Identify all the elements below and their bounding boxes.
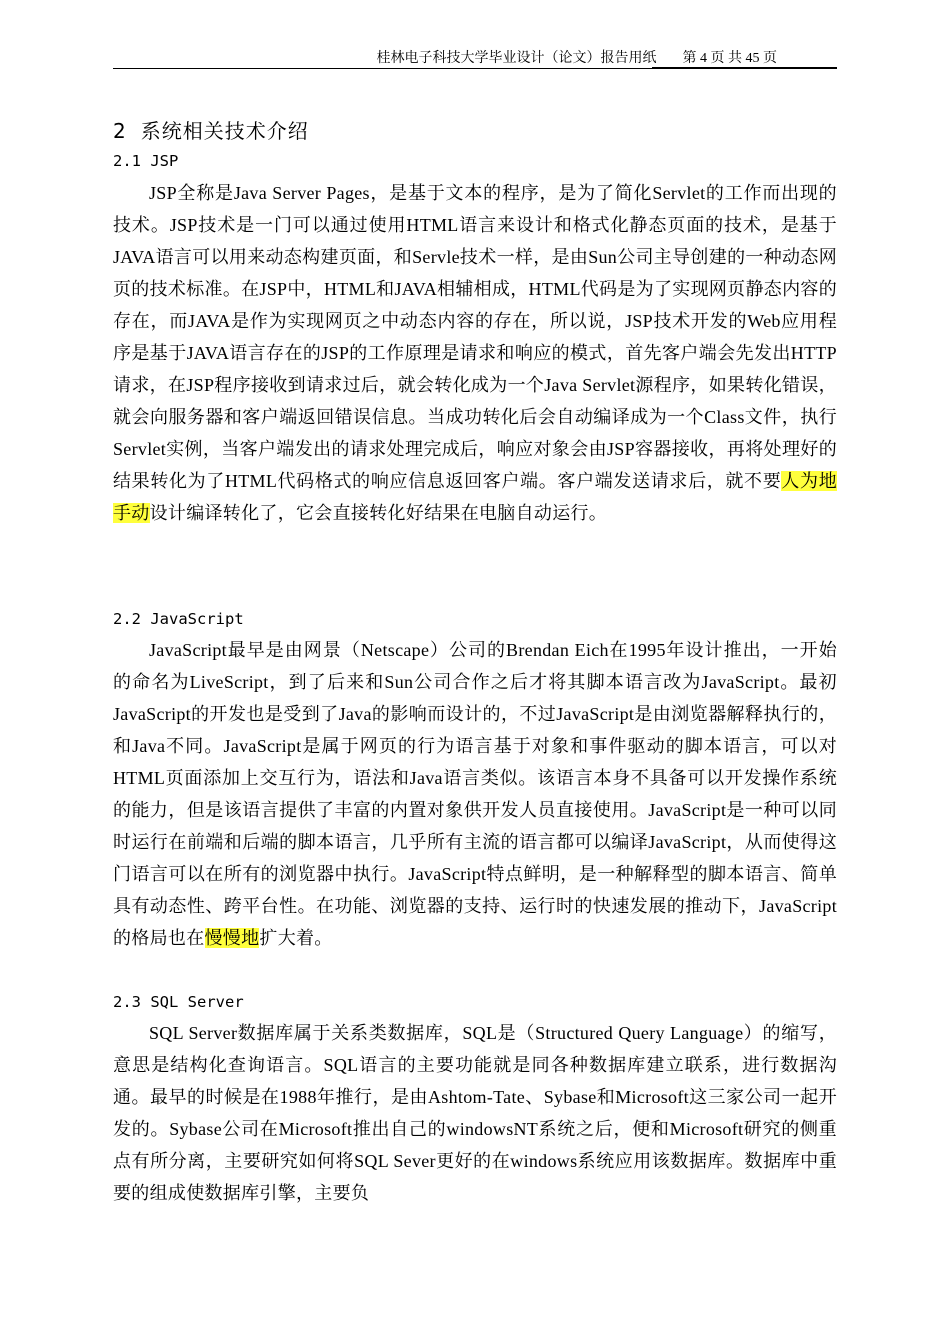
paragraph-sql-server xyxy=(113,1017,837,1209)
subsection-heading-javascript: 2.2 JavaScript xyxy=(113,610,244,628)
subsection-heading-jsp: 2.1 JSP xyxy=(113,152,179,170)
highlighted-text: 人为地手动 xyxy=(113,471,837,523)
section-heading xyxy=(113,117,309,145)
paragraph-jsp-text-end: 设计编译转化了，它会直接转化好结果在电脑自动运行。 xyxy=(149,503,608,523)
paragraph-javascript-text: JavaScript最早是由网景（Netscape）公司的Brendan Eich在1995年设计推出，一开始的命名为LiveScript，到了后来和Sun公司合作之后才将其脚本语言改为JavaScript。最初JavaScript的开发也是受到了Java的影响而设计的，不过JavaScript是由浏览器解释执行的，和Java不同。JavaScript是属于网页的行为语言基于对象和事件驱动的脚本语言，可以对HTML页面添加上交互行为，语法和Java语言类似。该语言本身不具备可以开发操作系统的能力，但是该语言提供了丰富的内置对象供开发人员直接使用。JavaScript是一种可以同时运行在前端和后端的脚本语言，几乎所有主流的语言都可以编译JavaScript，从而使得这门语言可以在所有的浏览器中执行。JavaScript特点鲜明，是一种解释型的脚本语言、简单具有动态性、跨平台性。在功能、浏览器的支持、运行时的快速发展的推动下，JavaScript的格局也在 xyxy=(113,640,837,948)
section-number: 2 xyxy=(113,119,127,143)
header-page-info: 第 4 页 共 45 页 xyxy=(682,51,777,66)
header-rule-thick xyxy=(652,67,837,69)
paragraph-jsp-text: JSP全称是Java Server Pages，是基于文本的程序，是为了简化Servlet的工作而出现的技术。JSP技术是一门可以通过使用HTML语言来设计和格式化静态页面的技术，是基于JAVA语言可以用来动态构建页面，和Servle技术一样，是由Sun公司主导创建的一种动态网页的技术标准。在JSP中，HTML和JAVA相辅相成，HTML代码是为了实现网页静态内容的存在，而JAVA是作为实现网页之中动态内容的存在，所以说，JSP技术开发的Web应用程序是基于JAVA语言存在的JSP的工作原理是请求和响应的模式，首先客户端会先发出HTTP请求，在JSP程序接收到请求过后，就会转化成为一个Java Servlet源程序，如果转化错误，就会向服务器和客户端返回错误信息。当成功转化后会自动编译成为一个Class文件，执行Servlet实例，当客户端发出的请求处理完成后，响应对象会由JSP容器接收，再将处理好的结果转化为了HTML代码格式的响应信息返回客户端。客户端发送请求后，就不要 xyxy=(113,183,837,491)
section-title: 系统相关技术介绍 xyxy=(140,119,309,143)
header-school: 桂林电子科技大学毕业设计（论文）报告用纸 xyxy=(376,51,657,66)
paragraph-sql-server-text: SQL Server数据库属于关系类数据库，SQL是（Structured Query Language）的缩写，意思是结构化查询语言。SQL语言的主要功能就是同各种数据库建立联系，进行数据沟通。最早的时候是在1988年推行，是由Ashtom-Tate、Sybase和Microsoft这三家公司一起开发的。Sybase公司在Microsoft推出自己的windowsNT系统之后，便和Microsoft研究的侧重点有所分离，主要研究如何将SQL Sever更好的在windows系统应用该数据库。数据库中重要的组成使数据库引擎，主要负 xyxy=(113,1023,837,1203)
paragraph-javascript-text-end: 扩大着。 xyxy=(259,928,333,948)
subsection-heading-sql-server: 2.3 SQL Server xyxy=(113,993,244,1011)
paragraph-jsp xyxy=(113,177,837,529)
paragraph-javascript xyxy=(113,634,837,954)
highlighted-text: 慢慢地 xyxy=(204,928,260,948)
